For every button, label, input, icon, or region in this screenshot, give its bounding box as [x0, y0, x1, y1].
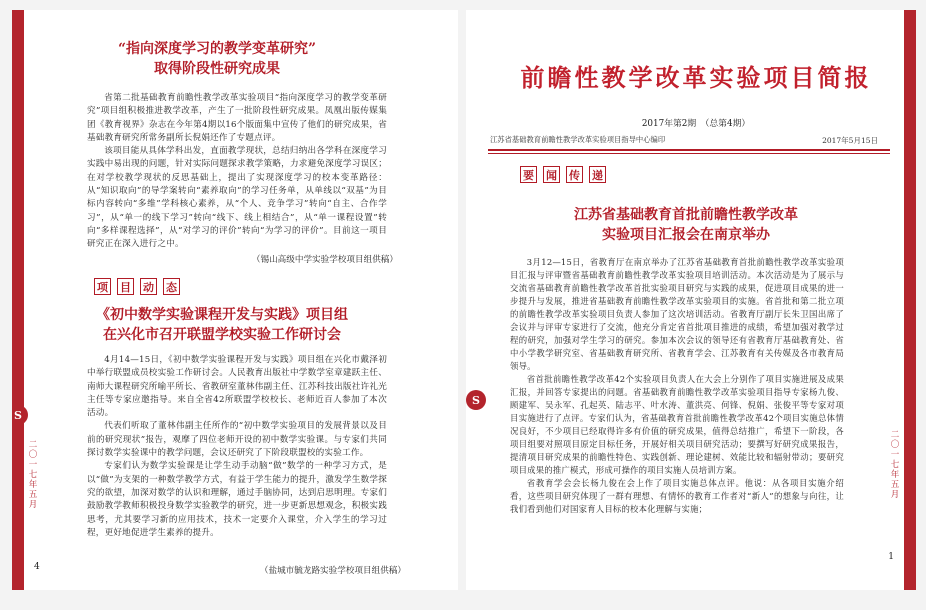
section-char: 递 — [589, 166, 606, 183]
article2-title-line2: 在兴化市召开联盟学校实验工作研讨会 — [103, 327, 341, 343]
editor-line: 江苏省基础教育前瞻性教学改革实验项目指导中心编印 — [490, 135, 666, 144]
section-char: 传 — [566, 166, 583, 183]
issue-date: 2017年5月15日 — [822, 136, 878, 145]
paragraph: 省教育学会会长杨九俊在会上作了项目实施总体点评。他说：从各项目实施介绍看，这些项目研究体现了一群有理想、有情怀的教育工作者对“新人”的想象与向往，让我们看到他们对国家育人目标的校本化理解与实施； — [510, 478, 844, 514]
paragraph: 该项目能从具体学科出发，直面教学现状，总结归纳出各学科在深度学习实践中易出现的问题，针对实际问题探求教学策略，力求避免深度学习误区；在对学校教学现状的反思基础上，提出了实现深度学习的校本变革路径：从“知识取向”的导学案转向“素养取向”的学习任务单，从单线以“双基”为目标内容转向“多维”学科核心素养，从“个人、竞争学习”转向“自主、合作学习”，从“单一的线下学习”转向“线下、线上相结合”，从“单一课程设置”转向“多样课程选择”，从“对学习的评价”转向“为学习的评价”。目前这一项目研究正在深入进行之中。 — [87, 146, 387, 250]
masthead-title: 前瞻性教学改革实验项目简报 — [520, 63, 872, 92]
article1-source: （锡山高级中学实验学校项目组供稿） — [251, 255, 398, 265]
section-header-key-news — [520, 166, 606, 183]
logo-icon: S — [466, 390, 486, 410]
article2-source: （盐城市毓龙路实验学校项目组供稿） — [259, 566, 406, 576]
section-header-project-news — [94, 278, 180, 295]
spine-date: 二〇一七年五月 — [890, 430, 900, 500]
left-page — [12, 10, 458, 590]
page-number: 4 — [34, 562, 40, 572]
spine-date: 二〇一七年五月 — [28, 440, 38, 510]
right-page — [466, 10, 916, 590]
article1-body — [87, 92, 387, 252]
section-char: 要 — [520, 166, 537, 183]
article-title-line1: 江苏省基础教育首批前瞻性教学改革 — [574, 207, 798, 223]
article2-title-line1: 《初中数学实验课程开发与实践》项目组 — [96, 307, 348, 323]
paragraph: 省第二批基础教育前瞻性教学改革实验项目“指向深度学习的教学变革研究”项目组积极推进教学改革，产生了一批阶段性研究成果。凤凰出版传媒集团《教育视界》杂志在今年第4期以16个版面集中宣传了他们的研究成果，省基础教育研究所常务副所长倪娟还作了专题点评。 — [87, 93, 387, 143]
paragraph: 专家们认为数学实验课是让学生动手动脑“做”数学的一种学习方式，是以“做”为支架的一种数学教学方式，有益于学生能力的提升，激发学生数学探究的欲望，加深对数学的认识和理解，通过手脑协同，达到启思明理。专家们鼓励教学教师积极投身数学实验教学的研究，进一步更新思想观念，积极实践思考，尤其要学习新的应用技术，技术一定要介入课堂，介入学生的学习过程，更好地促进学生素养的提升。 — [87, 461, 387, 538]
section-char: 态 — [163, 278, 180, 295]
paragraph: 代表们听取了董林伟副主任所作的“初中数学实验项目的发展背景以及目前的研究现状”报告，观摩了四位老师开设的初中数学实验课。与专家们共同探讨数学实验课中的教学问题，会议还研究了下阶段联盟校的实验工作。 — [87, 421, 387, 459]
section-char: 闻 — [543, 166, 560, 183]
header-rule — [488, 149, 890, 151]
article-body — [510, 256, 844, 516]
article-title-line2: 实验项目汇报会在南京举办 — [602, 227, 770, 243]
spine-strip — [904, 10, 916, 590]
issue-number: 2017年第2期 （总第4期） — [641, 119, 751, 129]
article1-title-line1: “指向深度学习的教学变革研究” — [117, 41, 317, 57]
page-number: 1 — [888, 552, 894, 562]
logo-icon: S — [12, 405, 28, 425]
article1-title-line2: 取得阶段性研究成果 — [154, 61, 280, 77]
section-char: 目 — [117, 278, 134, 295]
paragraph: 4月14—15日，《初中数学实验课程开发与实践》项目组在兴化市戴泽初中举行联盟成员校实验工作研讨会。人民教育出版社中学数学室章建跃主任、南师大课程研究所喻平所长、省教研室董林伟副主任、江苏科技出版社许礼光主任等专家应邀指导。来自全省42所联盟学校校长、老师近百人参加了本次活动。 — [87, 355, 387, 419]
paragraph: 3月12—15日，省教育厅在南京举办了江苏省基础教育首批前瞻性教学改革实验项目汇报与评审暨省基础教育前瞻性教学改革实验项目培训活动。本次活动是为了展示与交流省基础教育前瞻性教学改革首批实验项目研究与实践的成果，促进项目成果的进一步提升与发展，推进省基础教育前瞻性教学改革实验项目的实施。省首批和第二批立项的前瞻性教学改革实验项目负责人参加了这次培训活动。省教育厅副厅长朱卫国出席了会议并与评审专家进行了交流，他充分肯定省首批项目推进的成绩，希望加强对教学过程的研究，加强对学生学习的研究。参加本次会议的领导还有省教育厅基础教育处、省中小学教学研究室、省基础教育研究所、省教育学会、江苏教育有关传媒及各市教育局领导。 — [510, 257, 844, 371]
paragraph: 省首批前瞻性教学改革42个实验项目负责人在大会上分别作了项目实施进展及成果汇报，并回答专家提出的问题。省基础教育前瞻性教学改革实验项目指导专家杨九俊、顾建军、吴永军、孔起英、陆志平、叶水涛、董洪亮、何锋、倪娟、张俊平等专家对项目实施进行了点评。专家们认为，省基础教育首批前瞻性教学改革42个项目实施总体情况良好，不少项目已经取得许多有价值的研究成果，值得总结推广，希望下一阶段，各项目组要对照项目原定目标任务，开展好相关项目研究活动；要撰写好研究成果报告，提清项目研究成果的前瞻性特色、实践创新、理论建树、效能比较和辐射带动；要研究项目成果的推广模式，形成可操作的项目实施人员培训方案。 — [510, 374, 844, 475]
section-char: 项 — [94, 278, 111, 295]
section-char: 动 — [140, 278, 157, 295]
header-rule-thin — [488, 153, 890, 154]
article2-body — [87, 354, 387, 540]
spine-strip — [12, 10, 24, 590]
